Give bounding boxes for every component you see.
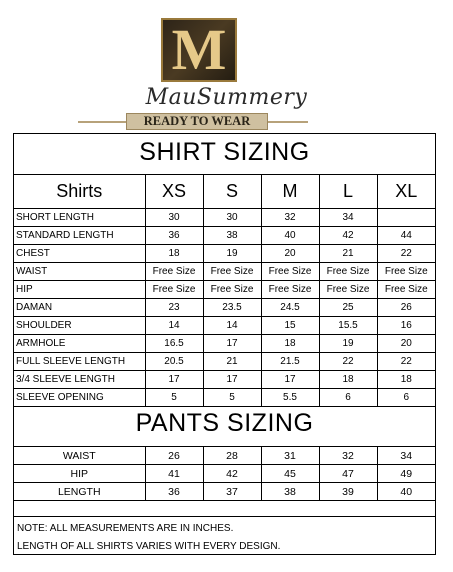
table-row: [14, 227, 435, 245]
measurement-value: 26: [145, 447, 203, 465]
shirt-header-row: [14, 175, 435, 209]
measurement-value: 17: [203, 371, 261, 389]
table-row: [14, 209, 435, 227]
measurement-label: HIP: [14, 281, 145, 299]
table-row: [14, 317, 435, 335]
measurement-label: FULL SLEEVE LENGTH: [14, 353, 145, 371]
pants-sizing-title: PANTS SIZING: [135, 409, 314, 437]
measurement-value: 47: [319, 465, 377, 483]
measurement-value: 20.5: [145, 353, 203, 371]
measurement-value: 5.5: [261, 389, 319, 407]
brand-name: MauSummery: [145, 85, 308, 110]
measurement-value: 39: [319, 483, 377, 501]
measurement-value: 32: [261, 209, 319, 227]
measurement-value: Free Size: [319, 263, 377, 281]
table-row: [14, 447, 435, 465]
measurement-value: 6: [377, 389, 435, 407]
measurement-value: Free Size: [261, 281, 319, 299]
measurement-label: WAIST: [14, 263, 145, 281]
measurement-value: 38: [203, 227, 261, 245]
measurement-value: 28: [203, 447, 261, 465]
measurement-value: 16.5: [145, 335, 203, 353]
measurement-value: 20: [377, 335, 435, 353]
shirt-size-table: [14, 174, 435, 407]
table-row: [14, 335, 435, 353]
measurement-value: 15.5: [319, 317, 377, 335]
size-header-cell: S: [203, 175, 261, 209]
size-header-cell: XL: [377, 175, 435, 209]
measurement-value: 30: [203, 209, 261, 227]
shirt-header-label: Shirts: [14, 175, 145, 209]
measurement-label: CHEST: [14, 245, 145, 263]
measurement-value: 21: [319, 245, 377, 263]
measurement-value: 37: [203, 483, 261, 501]
measurement-value: Free Size: [377, 263, 435, 281]
measurement-value: 20: [261, 245, 319, 263]
brand-header: [0, 0, 453, 133]
measurement-value: 14: [145, 317, 203, 335]
measurement-value: 22: [377, 245, 435, 263]
measurement-value: 34: [377, 447, 435, 465]
measurement-label: SLEEVE OPENING: [14, 389, 145, 407]
measurement-label: DAMAN: [14, 299, 145, 317]
measurement-value: 42: [203, 465, 261, 483]
measurement-value: 16: [377, 317, 435, 335]
measurement-value: 17: [203, 335, 261, 353]
measurement-value: 19: [203, 245, 261, 263]
measurement-value: Free Size: [377, 281, 435, 299]
measurement-value: Free Size: [203, 263, 261, 281]
measurement-value: 49: [377, 465, 435, 483]
measurement-label: ARMHOLE: [14, 335, 145, 353]
notes-section: [14, 516, 435, 552]
measurement-value: Free Size: [319, 281, 377, 299]
measurement-value: 17: [261, 371, 319, 389]
note-length-varies: LENGTH OF ALL SHIRTS VARIES WITH EVERY DESIGN.: [17, 541, 281, 552]
measurement-value: 24.5: [261, 299, 319, 317]
measurement-value: 38: [261, 483, 319, 501]
table-row: [14, 371, 435, 389]
measurement-label: LENGTH: [14, 483, 145, 501]
measurement-value: 26: [377, 299, 435, 317]
measurement-label: 3/4 SLEEVE LENGTH: [14, 371, 145, 389]
pants-size-table: [14, 446, 435, 501]
table-row: [14, 465, 435, 483]
measurement-value: 19: [319, 335, 377, 353]
measurement-value: [377, 209, 435, 227]
measurement-value: 23: [145, 299, 203, 317]
measurement-value: 44: [377, 227, 435, 245]
note-measurements: NOTE: ALL MEASUREMENTS ARE IN INCHES.: [17, 523, 234, 534]
table-row: [14, 245, 435, 263]
measurement-value: Free Size: [145, 281, 203, 299]
measurement-value: 31: [261, 447, 319, 465]
sizing-chart: [13, 133, 436, 555]
table-row: [14, 263, 435, 281]
table-row: [14, 389, 435, 407]
measurement-value: 15: [261, 317, 319, 335]
measurement-value: 32: [319, 447, 377, 465]
size-header-cell: M: [261, 175, 319, 209]
measurement-value: 30: [145, 209, 203, 227]
measurement-value: 25: [319, 299, 377, 317]
measurement-value: 36: [145, 483, 203, 501]
measurement-value: Free Size: [261, 263, 319, 281]
measurement-value: 18: [319, 371, 377, 389]
measurement-label: HIP: [14, 465, 145, 483]
table-row: [14, 353, 435, 371]
measurement-value: 14: [203, 317, 261, 335]
measurement-value: 23.5: [203, 299, 261, 317]
measurement-value: 18: [377, 371, 435, 389]
measurement-value: Free Size: [203, 281, 261, 299]
measurement-value: 21: [203, 353, 261, 371]
brand-tagline: READY TO WEAR: [126, 113, 268, 130]
brand-logo: [161, 18, 237, 82]
measurement-value: 22: [377, 353, 435, 371]
measurement-value: 5: [145, 389, 203, 407]
shirt-sizing-title: SHIRT SIZING: [139, 138, 310, 166]
measurement-value: 17: [145, 371, 203, 389]
measurement-value: 18: [145, 245, 203, 263]
measurement-value: 42: [319, 227, 377, 245]
size-header-cell: L: [319, 175, 377, 209]
measurement-value: 21.5: [261, 353, 319, 371]
table-row: [14, 281, 435, 299]
measurement-label: WAIST: [14, 447, 145, 465]
measurement-value: 6: [319, 389, 377, 407]
measurement-value: 40: [261, 227, 319, 245]
measurement-value: 18: [261, 335, 319, 353]
measurement-value: 41: [145, 465, 203, 483]
size-header-cell: XS: [145, 175, 203, 209]
logo-letter: M: [171, 17, 227, 82]
measurement-value: 5: [203, 389, 261, 407]
measurement-value: Free Size: [145, 263, 203, 281]
measurement-value: 40: [377, 483, 435, 501]
measurement-value: 22: [319, 353, 377, 371]
table-row: [14, 483, 435, 501]
measurement-value: 36: [145, 227, 203, 245]
measurement-label: STANDARD LENGTH: [14, 227, 145, 245]
measurement-value: 45: [261, 465, 319, 483]
measurement-label: SHOULDER: [14, 317, 145, 335]
measurement-label: SHORT LENGTH: [14, 209, 145, 227]
table-row: [14, 299, 435, 317]
measurement-value: 34: [319, 209, 377, 227]
